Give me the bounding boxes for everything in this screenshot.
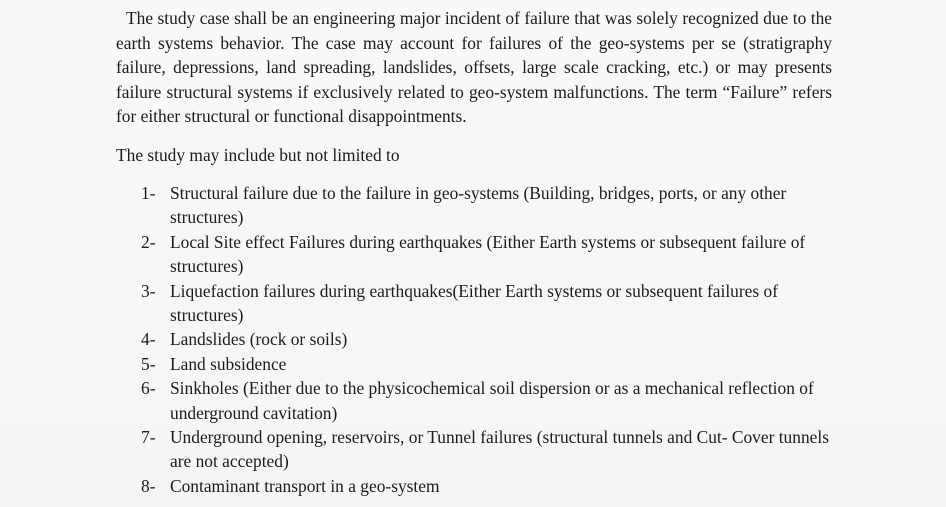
list-item bbox=[141, 352, 833, 376]
list-item bbox=[141, 425, 833, 474]
list-number: 3- bbox=[141, 280, 156, 301]
list-number: 8- bbox=[141, 475, 156, 496]
list-item bbox=[141, 230, 833, 279]
list-number: 4- bbox=[141, 329, 156, 350]
list-text: Land subsidence bbox=[170, 353, 287, 374]
list-item bbox=[141, 376, 833, 425]
list-item bbox=[141, 327, 833, 351]
list-number: 5- bbox=[141, 353, 156, 374]
list-item bbox=[141, 279, 833, 328]
list-text: Liquefaction failures during earthquakes(Either Earth systems or subsequent failures of structures) bbox=[170, 280, 778, 326]
list-text: Underground opening, reservoirs, or Tunnel failures (structural tunnels and Cut- Cover tunnels are not accepted) bbox=[170, 427, 829, 472]
list-number: 1- bbox=[141, 183, 156, 203]
list-item bbox=[141, 181, 833, 230]
list-number: 6- bbox=[141, 378, 156, 399]
list-text: Contaminant transport in a geo-system bbox=[170, 475, 440, 496]
list-text: Landslides (rock or soils) bbox=[170, 329, 348, 350]
list-item bbox=[141, 474, 833, 498]
list-number: 7- bbox=[141, 427, 156, 448]
list-text: Sinkholes (Either due to the physicochemical soil dispersion or as a mechanical reflection of underground cavitation) bbox=[170, 378, 814, 423]
intro-paragraph: The study case shall be an engineering major incident of failure that was solely recognized due to the earth systems behavior. The case may account for failures of the geo-systems per se (stratigraphy failure, depressions, land spreading, landslides, offsets, large scale cracking, etc.) or may presents failure structural systems if exclusively related to geo-system malfunctions. The term “Failure” refers for either structural or functional disappointments. bbox=[116, 8, 832, 127]
list-text: Structural failure due to the failure in geo-systems (Building, bridges, ports, or any other structures) bbox=[170, 183, 787, 228]
list-text: Local Site effect Failures during earthquakes (Either Earth systems or subsequent failure of structures) bbox=[170, 231, 806, 277]
list-intro: The study may include but not limited to bbox=[116, 145, 400, 165]
list-number: 2- bbox=[141, 231, 156, 252]
scope-list bbox=[141, 181, 833, 498]
